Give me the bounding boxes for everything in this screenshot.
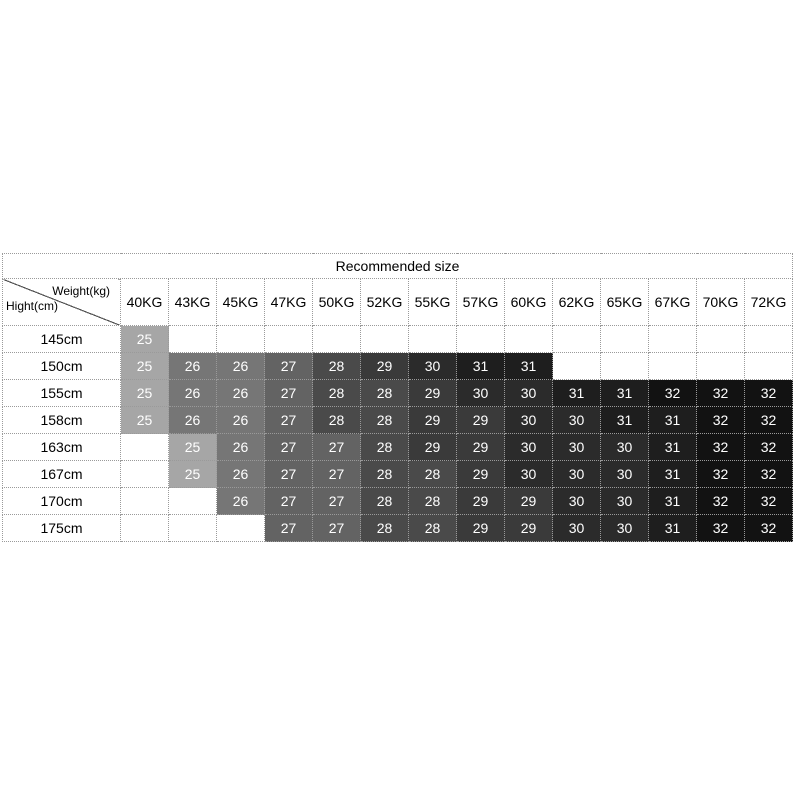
size-cell: 26 [217, 407, 265, 434]
size-cell: 27 [265, 461, 313, 488]
size-cell: 30 [553, 434, 601, 461]
size-cell [745, 326, 793, 353]
size-cell: 29 [409, 434, 457, 461]
size-cell: 29 [457, 407, 505, 434]
size-cell: 28 [361, 380, 409, 407]
height-label: 175cm [3, 515, 121, 542]
size-cell: 26 [217, 380, 265, 407]
size-cell: 25 [169, 434, 217, 461]
weight-header: 40KG [121, 279, 169, 326]
weight-header: 50KG [313, 279, 361, 326]
height-label: 167cm [3, 461, 121, 488]
size-cell: 28 [361, 461, 409, 488]
size-cell: 31 [649, 461, 697, 488]
size-cell: 27 [265, 353, 313, 380]
weight-header: 70KG [697, 279, 745, 326]
size-cell: 29 [409, 407, 457, 434]
weight-header: 57KG [457, 279, 505, 326]
size-cell: 30 [601, 434, 649, 461]
size-cell: 27 [265, 488, 313, 515]
size-cell: 28 [361, 515, 409, 542]
size-cell [217, 515, 265, 542]
height-label: 158cm [3, 407, 121, 434]
size-cell: 27 [265, 434, 313, 461]
size-cell: 29 [457, 515, 505, 542]
size-cell: 28 [409, 515, 457, 542]
size-cell: 30 [601, 461, 649, 488]
size-cell [121, 461, 169, 488]
size-cell: 31 [649, 515, 697, 542]
size-cell [121, 434, 169, 461]
weight-header: 55KG [409, 279, 457, 326]
size-cell: 31 [649, 434, 697, 461]
size-cell: 32 [649, 380, 697, 407]
size-cell: 27 [265, 380, 313, 407]
size-cell [505, 326, 553, 353]
size-cell: 32 [697, 407, 745, 434]
size-cell: 28 [313, 407, 361, 434]
size-cell: 28 [361, 488, 409, 515]
size-cell: 27 [265, 407, 313, 434]
size-cell: 32 [745, 407, 793, 434]
size-cell [313, 326, 361, 353]
size-cell: 29 [361, 353, 409, 380]
size-cell [169, 326, 217, 353]
size-cell: 26 [169, 353, 217, 380]
size-cell [697, 353, 745, 380]
size-cell: 27 [313, 488, 361, 515]
size-cell: 30 [505, 434, 553, 461]
size-cell [361, 326, 409, 353]
size-cell: 32 [745, 461, 793, 488]
size-cell: 32 [697, 488, 745, 515]
table-row [3, 488, 793, 515]
size-cell: 31 [601, 380, 649, 407]
size-cell: 28 [361, 407, 409, 434]
size-cell [457, 326, 505, 353]
size-cell: 30 [457, 380, 505, 407]
size-cell: 27 [313, 434, 361, 461]
size-cell: 30 [505, 461, 553, 488]
size-cell: 30 [505, 407, 553, 434]
height-label: 163cm [3, 434, 121, 461]
size-cell: 31 [601, 407, 649, 434]
size-cell: 31 [457, 353, 505, 380]
size-cell: 32 [745, 434, 793, 461]
size-cell: 32 [745, 515, 793, 542]
size-cell: 25 [121, 326, 169, 353]
size-cell: 29 [505, 515, 553, 542]
weight-header: 45KG [217, 279, 265, 326]
size-cell: 30 [601, 488, 649, 515]
size-cell: 31 [649, 407, 697, 434]
size-cell: 28 [361, 434, 409, 461]
size-cell: 26 [169, 407, 217, 434]
size-cell: 27 [265, 515, 313, 542]
weight-header: 72KG [745, 279, 793, 326]
size-cell: 31 [505, 353, 553, 380]
corner-header [3, 279, 121, 326]
size-cell: 25 [169, 461, 217, 488]
size-cell: 32 [697, 461, 745, 488]
weight-axis-label: Weight(kg) [52, 284, 110, 298]
size-cell: 29 [457, 488, 505, 515]
size-cell: 29 [457, 461, 505, 488]
size-cell: 32 [697, 434, 745, 461]
height-label: 170cm [3, 488, 121, 515]
weight-header: 65KG [601, 279, 649, 326]
table-row [3, 380, 793, 407]
size-cell: 26 [217, 434, 265, 461]
size-cell [169, 515, 217, 542]
size-cell: 30 [553, 461, 601, 488]
size-cell: 25 [121, 353, 169, 380]
size-cell: 30 [409, 353, 457, 380]
size-cell: 32 [745, 488, 793, 515]
size-cell: 31 [553, 380, 601, 407]
size-cell: 30 [601, 515, 649, 542]
size-cell [745, 353, 793, 380]
weight-header: 47KG [265, 279, 313, 326]
table-row [3, 326, 793, 353]
size-cell: 28 [313, 380, 361, 407]
weight-header: 67KG [649, 279, 697, 326]
height-label: 155cm [3, 380, 121, 407]
size-cell: 32 [745, 380, 793, 407]
size-cell: 27 [313, 515, 361, 542]
table-row [3, 353, 793, 380]
size-cell: 27 [313, 461, 361, 488]
size-chart-table [2, 253, 793, 542]
size-cell [169, 488, 217, 515]
size-cell: 32 [697, 380, 745, 407]
weight-header: 43KG [169, 279, 217, 326]
height-axis-label: Hight(cm) [6, 299, 59, 313]
size-cell [409, 326, 457, 353]
size-cell: 26 [217, 488, 265, 515]
size-cell [265, 326, 313, 353]
size-cell: 26 [217, 353, 265, 380]
size-cell [121, 488, 169, 515]
weight-header: 62KG [553, 279, 601, 326]
size-cell: 25 [121, 380, 169, 407]
size-cell [217, 326, 265, 353]
size-cell: 31 [649, 488, 697, 515]
size-cell: 30 [553, 407, 601, 434]
table-row [3, 515, 793, 542]
size-cell: 30 [553, 488, 601, 515]
size-cell: 28 [313, 353, 361, 380]
size-cell [553, 326, 601, 353]
table-row [3, 407, 793, 434]
size-cell: 26 [217, 461, 265, 488]
chart-title: Recommended size [3, 254, 793, 279]
size-cell: 30 [553, 515, 601, 542]
weight-header: 52KG [361, 279, 409, 326]
height-label: 145cm [3, 326, 121, 353]
size-cell: 28 [409, 488, 457, 515]
size-cell [553, 353, 601, 380]
size-cell: 28 [409, 461, 457, 488]
size-cell: 25 [121, 407, 169, 434]
size-cell: 29 [457, 434, 505, 461]
height-label: 150cm [3, 353, 121, 380]
size-cell [649, 326, 697, 353]
size-cell: 29 [505, 488, 553, 515]
size-cell [697, 326, 745, 353]
size-cell [649, 353, 697, 380]
size-cell [601, 353, 649, 380]
weight-header: 60KG [505, 279, 553, 326]
size-cell: 30 [505, 380, 553, 407]
table-row [3, 461, 793, 488]
size-cell: 26 [169, 380, 217, 407]
table-row [3, 434, 793, 461]
size-cell [121, 515, 169, 542]
size-cell: 32 [697, 515, 745, 542]
size-cell [601, 326, 649, 353]
size-cell: 29 [409, 380, 457, 407]
